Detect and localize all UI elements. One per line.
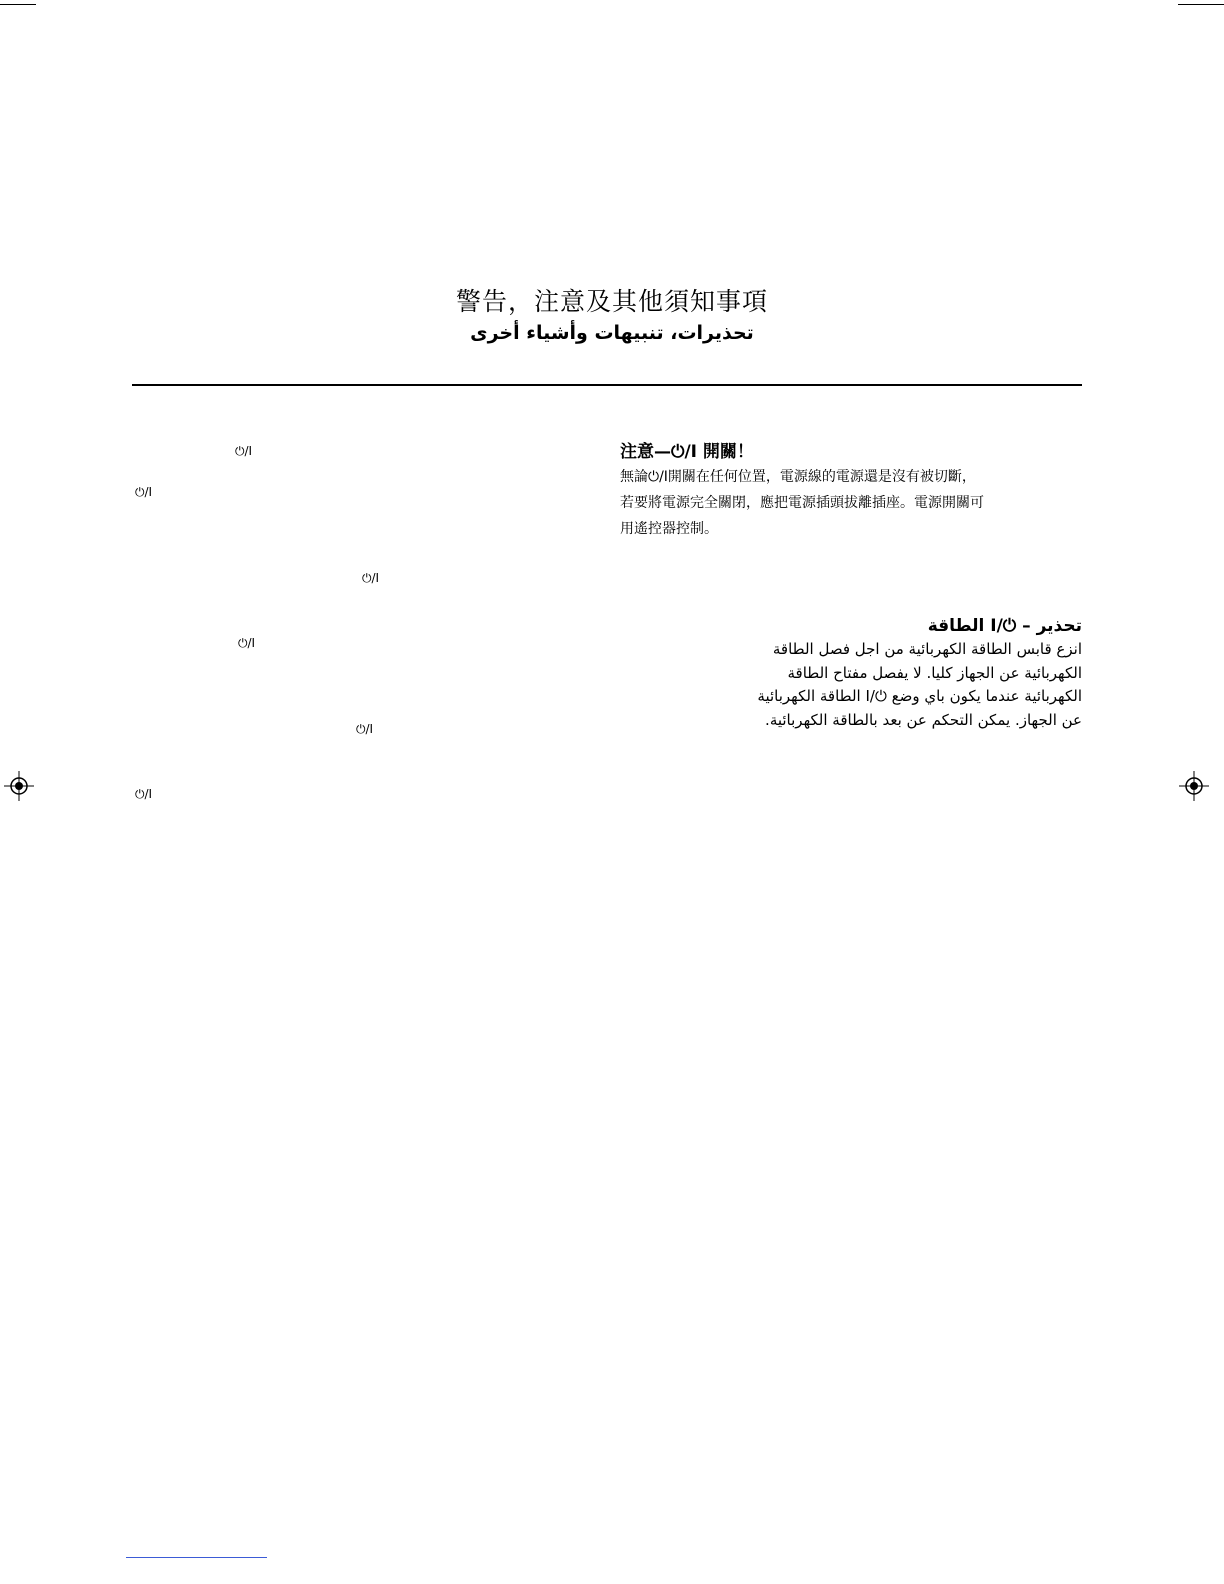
chinese-caution-line: 若要將電源完全關閉，應把電源插頭拔離插座。電源開關可: [620, 495, 984, 511]
power-symbol-3: ⏻/I: [362, 571, 380, 585]
chinese-caution-heading: 注意—⏻/I 開關！: [620, 442, 754, 462]
chinese-caution-line: 用遙控器控制。: [620, 521, 718, 537]
chinese-caution-body: [620, 464, 1060, 542]
power-symbol-6: ⏻/I: [135, 787, 153, 801]
page-title-chinese: 警告，注意及其他須知事項: [455, 287, 768, 316]
arabic-caution-body: [600, 638, 1082, 732]
crop-mark-top-left: [0, 4, 36, 5]
power-symbol-1: ⏻/I: [235, 444, 253, 458]
arabic-caution-block: [600, 614, 1082, 732]
power-symbol-4: ⏻/I: [238, 636, 256, 650]
power-symbol-2: ⏻/I: [135, 485, 153, 499]
arabic-caution-line: عن الجهاز. يمكن التحكم عن بعد بالطاقة الكهربائية.: [765, 710, 1082, 729]
footer-line: [126, 1557, 267, 1558]
page-title-arabic: تحذيرات، تنبيهات وأشياء أخرى: [470, 322, 754, 344]
arabic-caution-line: الكهربائية عن الجهاز كليا. لا يفصل مفتاح الطاقة: [787, 663, 1082, 682]
crop-mark-top-right: [1178, 4, 1224, 5]
header-divider: [132, 384, 1082, 386]
arabic-caution-line: انزع قابس الطاقة الكهربائية من اجل فصل الطاقة: [772, 640, 1082, 658]
registration-mark-right-icon: [1179, 771, 1209, 801]
arabic-caution-line: الكهربائية عندما يكون باي وضع ⏻/I الطاقة الكهربائية: [757, 687, 1082, 705]
power-symbol-5: ⏻/I: [356, 722, 374, 736]
registration-mark-left-icon: [4, 771, 34, 801]
chinese-caution-line: 無論⏻/I開關在任何位置，電源線的電源還是沒有被切斷，: [620, 469, 976, 485]
arabic-caution-heading: تحذير – ⏻/I الطاقة: [927, 616, 1082, 636]
